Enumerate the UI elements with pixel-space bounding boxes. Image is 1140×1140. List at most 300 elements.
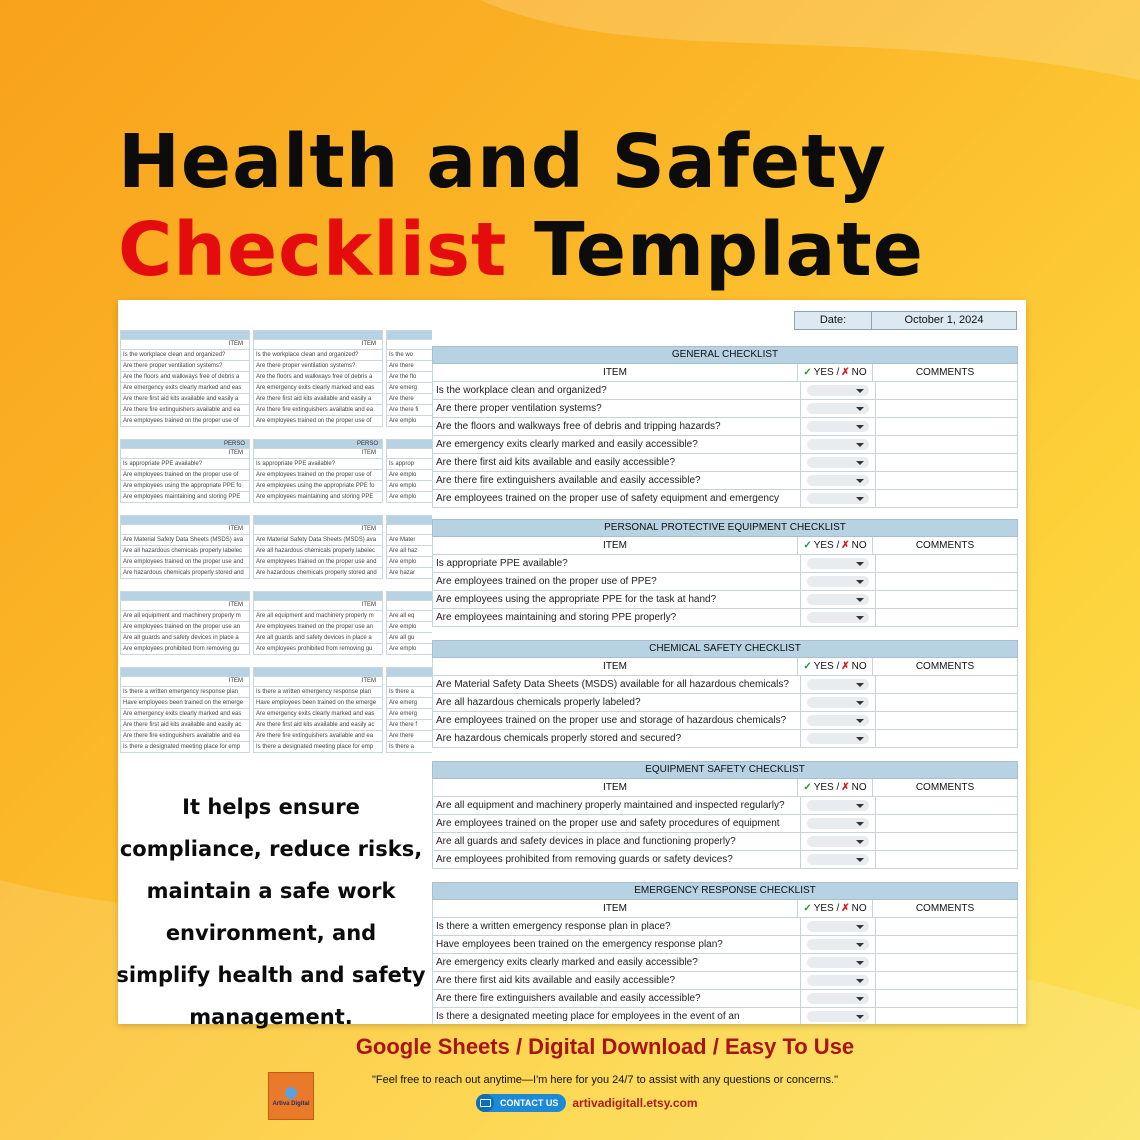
no-label: NO — [851, 540, 867, 551]
preview-row: Are there fire extinguishers available and ea — [120, 731, 250, 742]
comments-cell[interactable] — [876, 936, 1017, 953]
checklist-row — [432, 833, 1018, 851]
comments-cell[interactable] — [876, 815, 1017, 832]
check-icon: ✓ — [803, 367, 812, 378]
preview-row: Are the flo — [386, 372, 434, 383]
checklist-item-text: Are all hazardous chemicals properly labeled? — [433, 694, 801, 711]
date-value[interactable]: October 1, 2024 — [871, 311, 1017, 330]
item-column-header: ITEM — [433, 364, 798, 381]
preview-section-bar — [386, 330, 434, 339]
preview-row: Are Material Safety Data Sheets (MSDS) ava — [120, 534, 250, 546]
yes-label: YES / — [813, 540, 840, 551]
chevron-down-icon — [856, 1015, 864, 1019]
section-title: EQUIPMENT SAFETY CHECKLIST — [432, 761, 1018, 779]
preview-row: Is appropriate PPE available? — [253, 458, 383, 470]
check-icon: ✓ — [803, 540, 812, 551]
logo-globe-icon — [285, 1087, 297, 1099]
comments-cell[interactable] — [876, 418, 1017, 435]
chevron-down-icon — [856, 389, 864, 393]
yes-no-column-header — [798, 779, 873, 796]
preview-row: Are emerg — [386, 383, 434, 394]
preview-item-header: ITEM — [120, 448, 250, 458]
preview-row: Are hazardous chemicals properly stored and — [120, 568, 250, 579]
preview-row: Are emplo — [386, 557, 434, 568]
no-label: NO — [851, 367, 867, 378]
preview-section — [120, 439, 250, 503]
preview-row: Are there fi — [386, 405, 434, 416]
preview-item-header: ITEM — [253, 600, 383, 610]
preview-row: Are emergency exits clearly marked and eas — [120, 383, 250, 394]
preview-row: Are there first aid kits available and easily a — [253, 394, 383, 405]
checklist-item-text: Are emergency exits clearly marked and easily accessible? — [433, 436, 801, 453]
preview-section-bar — [253, 667, 383, 676]
cross-icon: ✗ — [841, 903, 850, 914]
preview-row: Are employees trained on the proper use and — [253, 557, 383, 568]
preview-row: Is there a — [386, 742, 434, 753]
preview-row: Are there fire extinguishers available and ea — [253, 405, 383, 416]
section-title: CHEMICAL SAFETY CHECKLIST — [432, 640, 1018, 658]
checklist-row — [432, 400, 1018, 418]
yes-no-dropdown[interactable] — [807, 1011, 869, 1022]
chevron-down-icon — [856, 737, 864, 741]
preview-row: Are emergency exits clearly marked and eas — [253, 383, 383, 394]
preview-section-bar — [253, 330, 383, 339]
checklist-item-text: Are employees trained on the proper use of safety equipment and emergency — [433, 490, 801, 507]
checklist-item-text: Are employees prohibited from removing guards or safety devices? — [433, 851, 801, 868]
yes-no-dropdown[interactable] — [807, 576, 869, 587]
yes-no-cell — [801, 609, 876, 626]
comments-cell[interactable] — [876, 797, 1017, 814]
cross-icon: ✗ — [841, 540, 850, 551]
chevron-down-icon — [856, 616, 864, 620]
preview-row: Are employees prohibited from removing gu — [253, 644, 383, 655]
preview-item-header: ITEM — [120, 524, 250, 534]
preview-item-header — [386, 600, 434, 610]
yes-no-cell — [801, 454, 876, 471]
preview-row: Are emplo — [386, 416, 434, 427]
check-icon: ✓ — [803, 903, 812, 914]
yes-no-column-header — [798, 658, 873, 675]
preview-section — [386, 591, 434, 655]
yes-no-cell — [801, 851, 876, 868]
preview-item-header — [386, 448, 434, 458]
item-column-header: ITEM — [433, 900, 798, 917]
mail-icon — [476, 1094, 494, 1112]
no-label: NO — [851, 661, 867, 672]
preview-row: Are employees trained on the proper use of — [253, 416, 383, 427]
title-checklist-word: Checklist — [118, 207, 508, 293]
comments-cell[interactable] — [876, 555, 1017, 572]
preview-row: Is approp — [386, 458, 434, 470]
yes-no-cell — [801, 797, 876, 814]
comments-column-header: COMMENTS — [915, 903, 975, 914]
yes-no-dropdown[interactable] — [807, 457, 869, 468]
preview-section — [253, 591, 383, 655]
comments-cell[interactable] — [876, 676, 1017, 693]
preview-row: Are emergency exits clearly marked and eas — [253, 709, 383, 720]
preview-section-bar — [386, 591, 434, 600]
preview-row: Is appropriate PPE available? — [120, 458, 250, 470]
preview-row: Are emergency exits clearly marked and eas — [120, 709, 250, 720]
chevron-down-icon — [856, 979, 864, 983]
checklist-item-text: Is the workplace clean and organized? — [433, 382, 801, 399]
column-header-row — [432, 900, 1018, 918]
preview-section-bar — [386, 667, 434, 676]
checklist-item-text: Are there fire extinguishers available and easily accessible? — [433, 990, 801, 1007]
preview-row: Are emplo — [386, 622, 434, 633]
comments-column-header: COMMENTS — [915, 661, 975, 672]
support-quote: "Feel free to reach out anytime—I'm here for you 24/7 to assist with any questions or concerns." — [371, 1074, 839, 1086]
comments-column-header: COMMENTS — [915, 782, 975, 793]
item-column-header: ITEM — [433, 658, 798, 675]
checklist-item-text: Are employees trained on the proper use of PPE? — [433, 573, 801, 590]
yes-no-column-header — [798, 537, 873, 554]
formats-line: Google Sheets / Digital Download / Easy To Use — [355, 1034, 855, 1059]
checklist-row — [432, 472, 1018, 490]
yes-no-dropdown[interactable] — [807, 939, 869, 950]
comments-cell[interactable] — [876, 694, 1017, 711]
comments-cell[interactable] — [876, 609, 1017, 626]
preview-row: Are emplo — [386, 481, 434, 492]
yes-no-dropdown[interactable] — [807, 612, 869, 623]
checklist-item-text: Are there fire extinguishers available and easily accessible? — [433, 472, 801, 489]
preview-row: Is there a written emergency response plan — [120, 686, 250, 698]
preview-section — [253, 667, 383, 753]
preview-row: Is there a — [386, 686, 434, 698]
yes-no-cell — [801, 1008, 876, 1024]
checklist-item-text: Are emergency exits clearly marked and easily accessible? — [433, 954, 801, 971]
checklist-item-text: Is there a written emergency response plan in place? — [433, 918, 801, 935]
preview-row: Is there a designated meeting place for emp — [253, 742, 383, 753]
checklist-row — [432, 851, 1018, 869]
comments-cell[interactable] — [876, 954, 1017, 971]
preview-row: Are employees using the appropriate PPE fo — [120, 481, 250, 492]
preview-row: Are all guards and safety devices in place a — [120, 633, 250, 644]
comments-cell[interactable] — [876, 972, 1017, 989]
preview-sheet-column — [120, 330, 250, 762]
checklist-row — [432, 555, 1018, 573]
checklist-item-text: Are the floors and walkways free of debris and tripping hazards? — [433, 418, 801, 435]
preview-row: Are there fire extinguishers available and ea — [120, 405, 250, 416]
yes-no-column-header — [798, 364, 873, 381]
preview-section — [386, 515, 434, 579]
background-sheet-previews — [118, 300, 434, 762]
date-label: Date: — [794, 311, 872, 330]
comments-cell[interactable] — [876, 573, 1017, 590]
preview-row: Are hazardous chemicals properly stored and — [253, 568, 383, 579]
preview-section-bar — [386, 439, 434, 448]
checklist-item-text: Are employees using the appropriate PPE for the task at hand? — [433, 591, 801, 608]
yes-no-cell — [801, 712, 876, 729]
preview-row: Have employees been trained on the emerge — [253, 698, 383, 709]
preview-item-header — [386, 339, 434, 349]
comments-cell[interactable] — [876, 400, 1017, 417]
chevron-down-icon — [856, 443, 864, 447]
checklist-item-text: Are Material Safety Data Sheets (MSDS) available for all hazardous chemicals? — [433, 676, 801, 693]
checklist-section — [432, 346, 1018, 508]
contact-area — [476, 1094, 698, 1112]
chevron-down-icon — [856, 701, 864, 705]
preview-item-header: ITEM — [120, 676, 250, 686]
yes-no-cell — [801, 918, 876, 935]
chevron-down-icon — [856, 425, 864, 429]
preview-section-bar — [253, 591, 383, 600]
yes-no-dropdown[interactable] — [807, 715, 869, 726]
preview-row: Are there — [386, 361, 434, 372]
checklist-item-text: Are hazardous chemicals properly stored and secured? — [433, 730, 801, 747]
yes-no-dropdown[interactable] — [807, 697, 869, 708]
yes-no-dropdown[interactable] — [807, 975, 869, 986]
chevron-down-icon — [856, 822, 864, 826]
yes-no-cell — [801, 418, 876, 435]
chevron-down-icon — [856, 562, 864, 566]
preview-section-bar: PERSO — [253, 439, 383, 448]
checklist-row — [432, 936, 1018, 954]
yes-no-cell — [801, 972, 876, 989]
preview-row: Are employees trained on the proper use of — [253, 470, 383, 481]
preview-row: Are the floors and walkways free of debris a — [253, 372, 383, 383]
yes-no-dropdown[interactable] — [807, 957, 869, 968]
comments-cell[interactable] — [876, 1008, 1017, 1024]
comments-cell[interactable] — [876, 712, 1017, 729]
comments-cell[interactable] — [876, 454, 1017, 471]
preview-row: Are there f — [386, 720, 434, 731]
preview-section — [120, 667, 250, 753]
preview-row: Are there first aid kits available and easily ac — [120, 720, 250, 731]
preview-sheet-column — [386, 330, 434, 762]
title-template-word: Template — [534, 207, 924, 293]
checklist-row — [432, 972, 1018, 990]
item-column-header: ITEM — [433, 537, 798, 554]
preview-item-header: ITEM — [253, 448, 383, 458]
checklist-row — [432, 712, 1018, 730]
yes-no-dropdown[interactable] — [807, 836, 869, 847]
preview-row: Are all haz — [386, 546, 434, 557]
yes-no-cell — [801, 936, 876, 953]
brand-logo — [268, 1072, 314, 1120]
main-checklist-sheet — [432, 300, 1026, 1024]
contact-us-label: CONTACT US — [500, 1098, 559, 1108]
title-line-1: Health and Safety — [118, 119, 887, 205]
comments-cell[interactable] — [876, 730, 1017, 747]
checklist-item-text: Have employees been trained on the emergency response plan? — [433, 936, 801, 953]
preview-row: Are hazar — [386, 568, 434, 579]
yes-no-dropdown[interactable] — [807, 679, 869, 690]
yes-no-dropdown[interactable] — [807, 594, 869, 605]
checklist-row — [432, 573, 1018, 591]
column-header-row — [432, 779, 1018, 797]
comments-cell[interactable] — [876, 918, 1017, 935]
checklist-row — [432, 918, 1018, 936]
preview-row: Are emerg — [386, 709, 434, 720]
comments-cell[interactable] — [876, 436, 1017, 453]
preview-row: Are there proper ventilation systems? — [120, 361, 250, 372]
checklist-item-text: Is there a designated meeting place for employees in the event of an — [433, 1008, 801, 1024]
comments-cell[interactable] — [876, 851, 1017, 868]
yes-no-dropdown[interactable] — [807, 493, 869, 504]
preview-item-header: ITEM — [253, 339, 383, 349]
preview-row: Are employees prohibited from removing gu — [120, 644, 250, 655]
yes-no-dropdown[interactable] — [807, 733, 869, 744]
yes-no-column-header — [798, 900, 873, 917]
preview-section-bar — [253, 515, 383, 524]
comments-column-header: COMMENTS — [915, 540, 975, 551]
chevron-down-icon — [856, 407, 864, 411]
comments-cell[interactable] — [876, 472, 1017, 489]
checklist-row — [432, 954, 1018, 972]
checklist-row — [432, 454, 1018, 472]
preview-section — [120, 330, 250, 427]
shop-link[interactable]: artivadigitall.etsy.com — [572, 1096, 698, 1110]
preview-item-header: ITEM — [253, 676, 383, 686]
checklist-item-text: Are employees maintaining and storing PPE properly? — [433, 609, 801, 626]
logo-text: Artiva Digital — [272, 1100, 310, 1107]
section-title: EMERGENCY RESPONSE CHECKLIST — [432, 882, 1018, 900]
yes-no-cell — [801, 694, 876, 711]
comments-cell[interactable] — [876, 490, 1017, 507]
preview-row: Are employees using the appropriate PPE fo — [253, 481, 383, 492]
comments-cell[interactable] — [876, 382, 1017, 399]
page-title — [118, 118, 924, 294]
preview-row: Are emplo — [386, 470, 434, 481]
chevron-down-icon — [856, 997, 864, 1001]
preview-section — [253, 330, 383, 427]
no-label: NO — [851, 782, 867, 793]
yes-no-cell — [801, 400, 876, 417]
yes-no-cell — [801, 382, 876, 399]
preview-row: Are all hazardous chemicals properly labelec — [120, 546, 250, 557]
comments-cell[interactable] — [876, 833, 1017, 850]
checklist-item-text: Are there first aid kits available and easily accessible? — [433, 454, 801, 471]
yes-label: YES / — [813, 367, 840, 378]
yes-no-cell — [801, 490, 876, 507]
checklist-item-text: Are there proper ventilation systems? — [433, 400, 801, 417]
preview-item-header: ITEM — [120, 339, 250, 349]
checklist-row — [432, 676, 1018, 694]
preview-row: Are employees trained on the proper use of — [120, 416, 250, 427]
preview-row: Are there proper ventilation systems? — [253, 361, 383, 372]
checklist-item-text: Are all guards and safety devices in place and functioning properly? — [433, 833, 801, 850]
preview-row: Are all gu — [386, 633, 434, 644]
preview-row: Is there a written emergency response plan — [253, 686, 383, 698]
preview-row: Are employees trained on the proper use an — [120, 622, 250, 633]
preview-section — [120, 591, 250, 655]
preview-row: Have employees been trained on the emerge — [120, 698, 250, 709]
preview-section — [386, 439, 434, 503]
chevron-down-icon — [856, 943, 864, 947]
checklist-row — [432, 694, 1018, 712]
cross-icon: ✗ — [841, 782, 850, 793]
checklist-item-text: Are all equipment and machinery properly maintained and inspected regularly? — [433, 797, 801, 814]
yes-no-dropdown[interactable] — [807, 800, 869, 811]
preview-section — [386, 330, 434, 427]
preview-row: Are emplo — [386, 644, 434, 655]
yes-no-dropdown[interactable] — [807, 421, 869, 432]
preview-row: Are there fire extinguishers available and ea — [253, 731, 383, 742]
checklist-row — [432, 591, 1018, 609]
preview-row: Are all hazardous chemicals properly labelec — [253, 546, 383, 557]
yes-no-cell — [801, 573, 876, 590]
chevron-down-icon — [856, 683, 864, 687]
preview-section-bar — [120, 667, 250, 676]
yes-no-cell — [801, 436, 876, 453]
chevron-down-icon — [856, 598, 864, 602]
preview-row: Are employees trained on the proper use an — [253, 622, 383, 633]
checklist-row — [432, 382, 1018, 400]
preview-section-bar — [120, 591, 250, 600]
preview-section — [386, 667, 434, 753]
yes-no-dropdown[interactable] — [807, 558, 869, 569]
preview-item-header: ITEM — [120, 600, 250, 610]
preview-row: Are the floors and walkways free of debris a — [120, 372, 250, 383]
chevron-down-icon — [856, 925, 864, 929]
chevron-down-icon — [856, 840, 864, 844]
yes-no-cell — [801, 833, 876, 850]
preview-row: Are employees trained on the proper use and — [120, 557, 250, 568]
preview-section-bar: PERSO — [120, 439, 250, 448]
tagline: It helps ensure compliance, reduce risks, maintain a safe work environment, and simplify health and safety management. — [116, 795, 426, 1029]
checklist-section — [432, 640, 1018, 748]
checklist-item-text: Are there first aid kits available and easily accessible? — [433, 972, 801, 989]
yes-no-cell — [801, 954, 876, 971]
preview-row: Are employees maintaining and storing PPE — [120, 492, 250, 503]
preview-row: Are employees maintaining and storing PPE — [253, 492, 383, 503]
preview-section — [253, 515, 383, 579]
yes-no-cell — [801, 676, 876, 693]
checklist-row — [432, 1008, 1018, 1024]
check-icon: ✓ — [803, 782, 812, 793]
chevron-down-icon — [856, 719, 864, 723]
yes-no-dropdown[interactable] — [807, 854, 869, 865]
section-title: PERSONAL PROTECTIVE EQUIPMENT CHECKLIST — [432, 519, 1018, 537]
yes-no-dropdown[interactable] — [807, 921, 869, 932]
preview-row: Are there — [386, 731, 434, 742]
yes-no-dropdown[interactable] — [807, 403, 869, 414]
preview-section — [120, 515, 250, 579]
no-label: NO — [851, 903, 867, 914]
preview-row: Are there first aid kits available and easily a — [120, 394, 250, 405]
yes-no-dropdown[interactable] — [807, 439, 869, 450]
yes-no-dropdown[interactable] — [807, 385, 869, 396]
checklist-section — [432, 519, 1018, 627]
column-header-row — [432, 658, 1018, 676]
chevron-down-icon — [856, 580, 864, 584]
yes-no-cell — [801, 730, 876, 747]
preview-item-header — [386, 524, 434, 534]
yes-no-dropdown[interactable] — [807, 475, 869, 486]
chevron-down-icon — [856, 479, 864, 483]
cross-icon: ✗ — [841, 661, 850, 672]
checklist-row — [432, 436, 1018, 454]
comments-cell[interactable] — [876, 990, 1017, 1007]
yes-no-dropdown[interactable] — [807, 993, 869, 1004]
checklist-item-text: Are employees trained on the proper use and storage of hazardous chemicals? — [433, 712, 801, 729]
comments-cell[interactable] — [876, 591, 1017, 608]
preview-section-bar — [120, 515, 250, 524]
checklist-section — [432, 761, 1018, 869]
preview-row: Is the workplace clean and organized? — [253, 349, 383, 361]
preview-section — [253, 439, 383, 503]
yes-no-cell — [801, 555, 876, 572]
chevron-down-icon — [856, 804, 864, 808]
yes-label: YES / — [813, 782, 840, 793]
contact-us-button[interactable] — [476, 1094, 566, 1112]
checklist-row — [432, 418, 1018, 436]
preview-row: Are emerg — [386, 698, 434, 709]
preview-item-header: ITEM — [253, 524, 383, 534]
yes-no-dropdown[interactable] — [807, 818, 869, 829]
preview-row: Are employees trained on the proper use of — [120, 470, 250, 481]
